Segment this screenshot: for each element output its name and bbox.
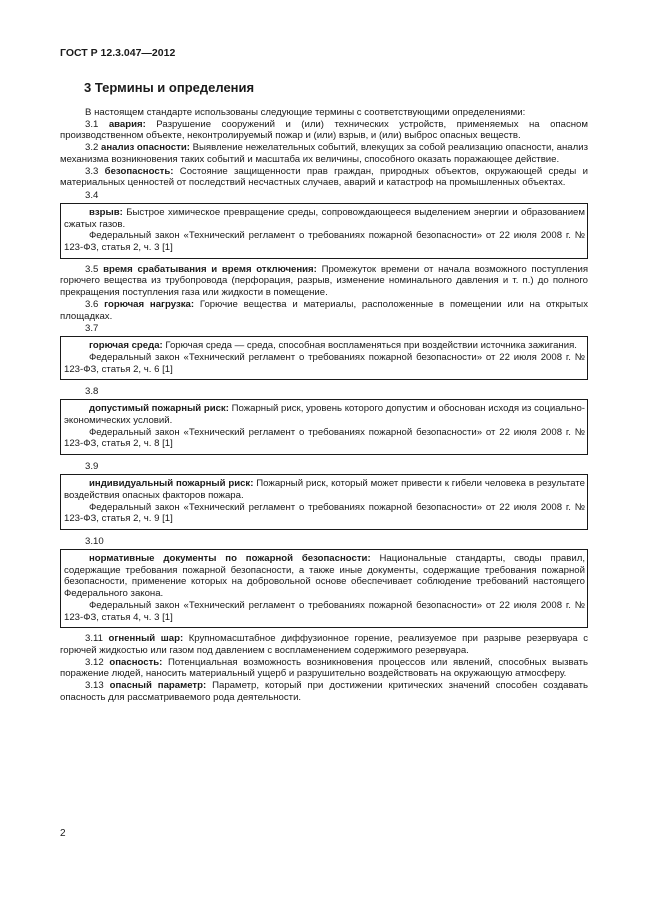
term-number: 3.2	[85, 142, 99, 154]
term-name: анализ опасности:	[101, 142, 190, 154]
term-definition: Выявление нежелательных событий, влекущих за собой реализацию опасности, анализ механизма возникновения таких событий и масштаба их величины, способного оказать поражающее действие.	[60, 142, 588, 165]
term-name: опасность:	[109, 656, 163, 668]
term-box-3-8	[60, 399, 588, 455]
term-name: допустимый пожарный риск:	[89, 403, 229, 415]
term-number: 3.1	[85, 118, 99, 130]
term-3-13	[60, 680, 588, 703]
term-number: 3.13	[85, 680, 104, 692]
term-definition: Пожарный риск, уровень которого допустим и обоснован исходя из социально-экономических условий.	[64, 403, 585, 427]
term-box-3-7	[60, 336, 588, 380]
term-box-3-10	[60, 549, 588, 628]
term-box-3-4	[60, 203, 588, 259]
term-3-2	[60, 142, 588, 165]
term-source: Федеральный закон «Технический регламент о требованиях пожарной безопасности» от 22 июля 2008 г. № 123-ФЗ, статья 2, ч. 8 [1]	[64, 426, 585, 450]
term-source: Федеральный закон «Технический регламент о требованиях пожарной безопасности» от 22 июля 2008 г. № 123-ФЗ, статья 2, ч. 3 [1]	[64, 230, 585, 254]
term-number-3-4: 3.4	[85, 189, 99, 201]
term-number: 3.11	[85, 633, 103, 645]
term-number-3-7: 3.7	[85, 323, 99, 335]
term-name: время срабатывания и время отключения:	[103, 263, 317, 275]
term-name: взрыв:	[89, 206, 123, 218]
term-definition: Пожарный риск, который может привести к гибели человека в результате воздействия опасных факторов пожара.	[64, 478, 585, 501]
term-3-5	[60, 264, 588, 299]
term-3-4	[64, 207, 585, 230]
term-definition: Крупномасштабное диффузионное горение, реализуемое при разрыве резервуара с горючей жидкостью или газом под давлением с воспламенением содержимого резервуара.	[60, 633, 588, 656]
term-definition: Параметр, который при достижении критических значений способен создавать опасность для рассматриваемого рода деятельности.	[60, 680, 589, 703]
page-number: 2	[60, 828, 66, 839]
term-3-8	[64, 403, 585, 426]
term-3-11	[60, 633, 588, 656]
section-title: 3 Термины и определения	[84, 80, 255, 95]
term-definition: Разрушение сооружений и (или) технических устройств, применяемых на опасном производственном объекте, неконтролируемый пожар и (или) взрыв, и (или) выброс опасных веществ.	[60, 118, 588, 142]
term-definition: Национальные стандарты, своды правил, содержащие требования пожарной безопасности, а также иные документы, содержащие требования пожарной безопасности, применение которых на добровольной основе обеспечивает соблюдение требований настоящего Федерального закона.	[64, 552, 585, 600]
term-box-3-9	[60, 474, 588, 530]
term-number: 3.6	[85, 298, 99, 310]
term-3-12	[60, 657, 588, 680]
intro-paragraph: В настоящем стандарте использованы следующие термины с соответствующими определениями:	[85, 107, 526, 118]
term-definition: Горючие вещества и материалы, расположенные в помещении или на открытых площадках.	[60, 298, 589, 322]
term-name: авария:	[108, 118, 146, 130]
term-source: Федеральный закон «Технический регламент о требованиях пожарной безопасности» от 22 июля 2008 г. № 123-ФЗ, статья 2, ч. 6 [1]	[64, 351, 585, 375]
term-name: нормативные документы по пожарной безопасности:	[89, 552, 371, 564]
term-3-7	[64, 340, 585, 352]
term-name: огненный шар:	[108, 633, 184, 645]
term-definition: Состояние защищенности прав граждан, природных объектов, окружающей среды и материальных ценностей от последствий несчастных случаев, аварий и катастроф на промышленных объектах.	[60, 165, 588, 189]
term-name: горючая среда:	[89, 340, 163, 352]
term-definition: Потенциальная возможность возникновения процессов или явлений, способных вызвать поражение людей, наносить материальный ущерб и разрушительно воздействовать на окружающую атмосферу.	[60, 656, 588, 680]
document-header: ГОСТ Р 12.3.047—2012	[60, 47, 176, 59]
term-name: индивидуальный пожарный риск:	[89, 478, 254, 490]
term-number: 3.3	[85, 165, 99, 177]
term-definition: Быстрое химическое превращение среды, сопровождающееся выделением энергии и образованием сжатых газов.	[64, 206, 585, 230]
term-number-3-10: 3.10	[85, 535, 104, 547]
term-name: безопасность:	[104, 165, 174, 177]
term-source: Федеральный закон «Технический регламент о требованиях пожарной безопасности» от 22 июля 2008 г. № 123-ФЗ, статья 4, ч. 3 [1]	[64, 599, 585, 623]
term-3-1	[60, 119, 588, 142]
term-3-6	[60, 299, 588, 322]
term-name: горючая нагрузка:	[104, 298, 195, 310]
document-body	[60, 107, 588, 703]
term-definition: Горючая среда — среда, способная воспламеняться при воздействии источника зажигания.	[162, 340, 577, 352]
term-number-3-8: 3.8	[85, 386, 99, 398]
term-3-3	[60, 166, 588, 189]
term-3-9	[64, 478, 585, 501]
term-number: 3.12	[85, 656, 104, 668]
term-name: опасный параметр:	[109, 680, 207, 692]
term-source: Федеральный закон «Технический регламент о требованиях пожарной безопасности» от 22 июля 2008 г. № 123-ФЗ, статья 2, ч. 9 [1]	[64, 501, 585, 525]
term-definition: Промежуток времени от начала возможного поступления горючего вещества из трубопровода (перфорация, разрыв, изменение номинального давления и т. п.) до полного прекращения поступления газа или жидкости в помещение.	[60, 263, 589, 299]
term-number: 3.5	[85, 263, 99, 275]
term-number-3-9: 3.9	[85, 461, 99, 473]
term-3-10	[64, 553, 585, 600]
